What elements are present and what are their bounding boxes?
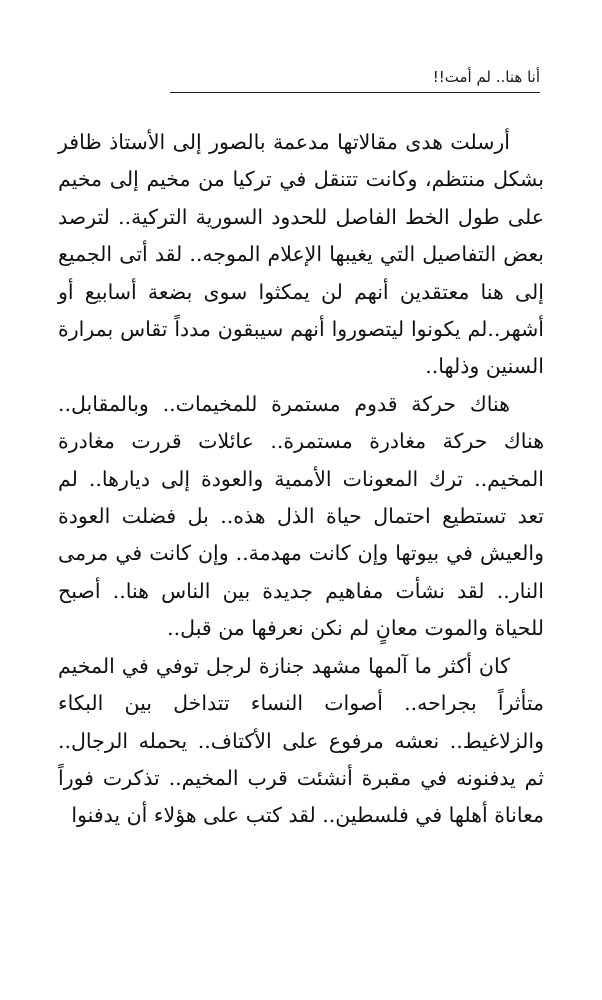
body-text xyxy=(58,124,544,835)
paragraph: هناك حركة قدوم مستمرة للمخيمات.. وبالمقابل.. هناك حركة مغادرة مستمرة.. عائلات قررت مغادرة المخيم.. ترك المعونات الأممية والعودة إلى ديارها.. لم تعد تستطيع احتمال حياة الذل هذه.. بل فضلت العودة والعيش في بيوتها وإن كانت مهدمة.. وإن كانت في مرمى النار.. لقد نشأت مفاهيم جديدة بين الناس هنا.. أصبح للحياة والموت معانٍ لم نكن نعرفها من قبل.. xyxy=(58,391,544,641)
paragraph: أرسلت هدى مقالاتها مدعمة بالصور إلى الأستاذ ظافر بشكل منتظم، وكانت تتنقل في تركيا من مخيم إلى مخيم على طول الخط الفاصل للحدود السورية التركية.. لترصد بعض التفاصيل التي يغيبها الإعلام الموجه.. لقد أتى الجميع إلى هنا معتقدين أنهم لن يمكثوا سوى بضعة أسابيع أو أشهر..لم يكونوا ليتصوروا أنهم سيبقون مدداً تقاس بمرارة السنين وذلها.. xyxy=(58,130,544,379)
header-rule xyxy=(170,92,540,93)
paragraph: كان أكثر ما آلمها مشهد جنازة لرجل توفي في المخيم متأثراً بجراحه.. أصوات النساء تتداخل بين البكاء والزلاغيط.. نعشه مرفوع على الأكتاف.. يحمله الرجال.. ثم يدفنونه في مقبرة أنشئت قرب المخيم.. تذكرت فوراً معاناة أهلها في فلسطين.. لقد كتب على هؤلاء أن يدفنوا xyxy=(58,653,544,828)
running-header: أنا هنا.. لم أمت!! xyxy=(432,68,540,86)
